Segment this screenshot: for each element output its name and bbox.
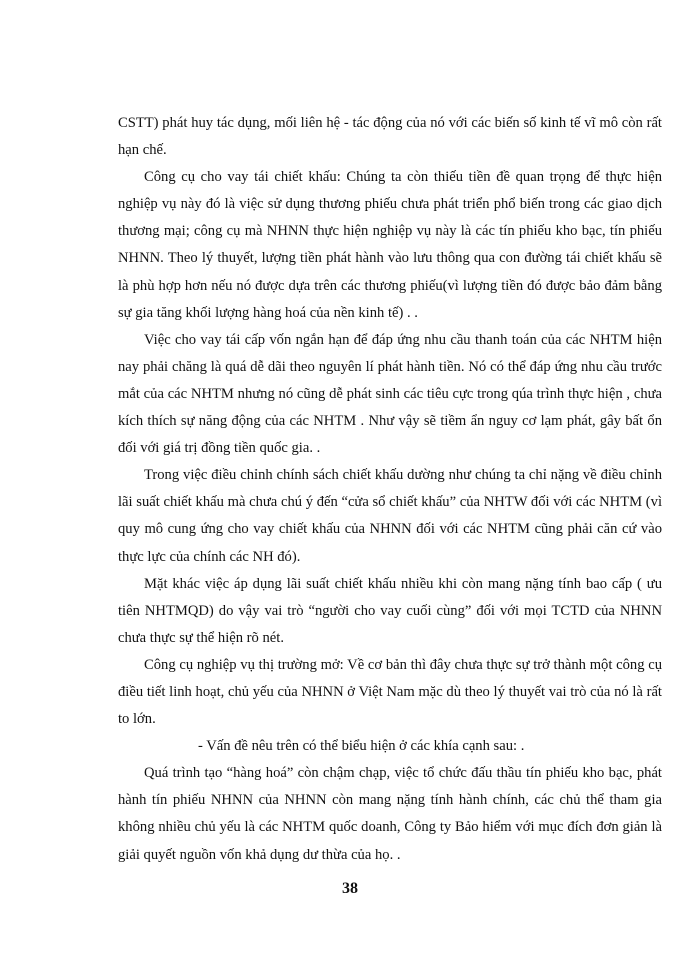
paragraph-1-continuation: CSTT) phát huy tác dụng, mối liên hệ - tác động của nó với các biến số kinh tế vĩ mô còn rất hạn chế.	[118, 115, 662, 159]
paragraph-goods-creation: Quá trình tạo “hàng hoá” còn chậm chạp, việc tổ chức đấu thầu tín phiếu kho bạc, phát hành tín phiếu NHNN của NHNN còn mang nặng tính hành chính, các chủ thể tham gia không nhiều chủ yếu là các NHTM quốc doanh, Công ty Bảo hiểm với mục đích đơn giản là giải quyết nguồn vốn khả dụng dư thừa của họ. .	[118, 765, 662, 863]
paragraph-issue-list: - Vấn đề nêu trên có thể biểu hiện ở các khía cạnh sau: .	[198, 738, 525, 755]
document-body	[118, 110, 662, 869]
paragraph-open-market: Công cụ nghiệp vụ thị trường mở: Về cơ bản thì đây chưa thực sự trở thành một công cụ điều tiết linh hoạt, chủ yếu của NHNN ở Việt Nam mặc dù theo lý thuyết vai trò của nó là rất to lớn.	[118, 656, 662, 728]
paragraph-subsidy: Mặt khác việc áp dụng lãi suất chiết khấu nhiều khi còn mang nặng tính bao cấp ( ưu tiên NHTMQD) do vậy vai trò “người cho vay cuối cùng” đối với mọi TCTD của NHNN chưa thực sự thể hiện rõ nét.	[118, 575, 662, 646]
page-number: 38	[342, 880, 358, 897]
paragraph-discount-lending: Công cụ cho vay tái chiết khấu: Chúng ta còn thiếu tiền đề quan trọng để thực hiện nghiệp vụ này đó là việc sử dụng thương phiếu chưa phát triển phổ biến trong các giao dịch thương mại; công cụ mà NHNN thực hiện nghiệp vụ này là các tín phiếu kho bạc, tín phiếu NHNN. Theo lý thuyết, lượng tiền phát hành vào lưu thông qua con đường tái chiết khấu sẽ là phù hợp hơn nếu nó được dựa trên các thương phiếu(vì lượng tiền đó được bảo đảm bằng sự gia tăng khối lượng hàng hoá của nền kinh tế) . .	[118, 169, 662, 321]
paragraph-discount-policy: Trong việc điều chỉnh chính sách chiết khấu dường như chúng ta chỉ nặng về điều chỉnh lãi suất chiết khấu mà chưa chú ý đến “cửa sổ chiết khấu” của NHTW đối với các NHTM (vì quy mô cung ứng cho vay chiết khấu của NHNN đối với các NHTM cũng phải căn cứ vào thực lực của chính các NH đó).	[118, 467, 662, 565]
paragraph-refinancing: Việc cho vay tái cấp vốn ngắn hạn để đáp ứng nhu cầu thanh toán của các NHTM hiện nay phải chăng là quá dễ dãi theo nguyên lí phát hành tiền. Nó có thể đáp ứng nhu cầu trước mắt của các NHTM nhưng nó cũng dễ phát sinh các tiêu cực trong qúa trình thực hiện , chưa kích thích sự năng động của các NHTM . Như vậy sẽ tiềm ẩn nguy cơ lạm phát, gây bất ổn đối với giá trị đồng tiền quốc gia. .	[118, 331, 662, 457]
